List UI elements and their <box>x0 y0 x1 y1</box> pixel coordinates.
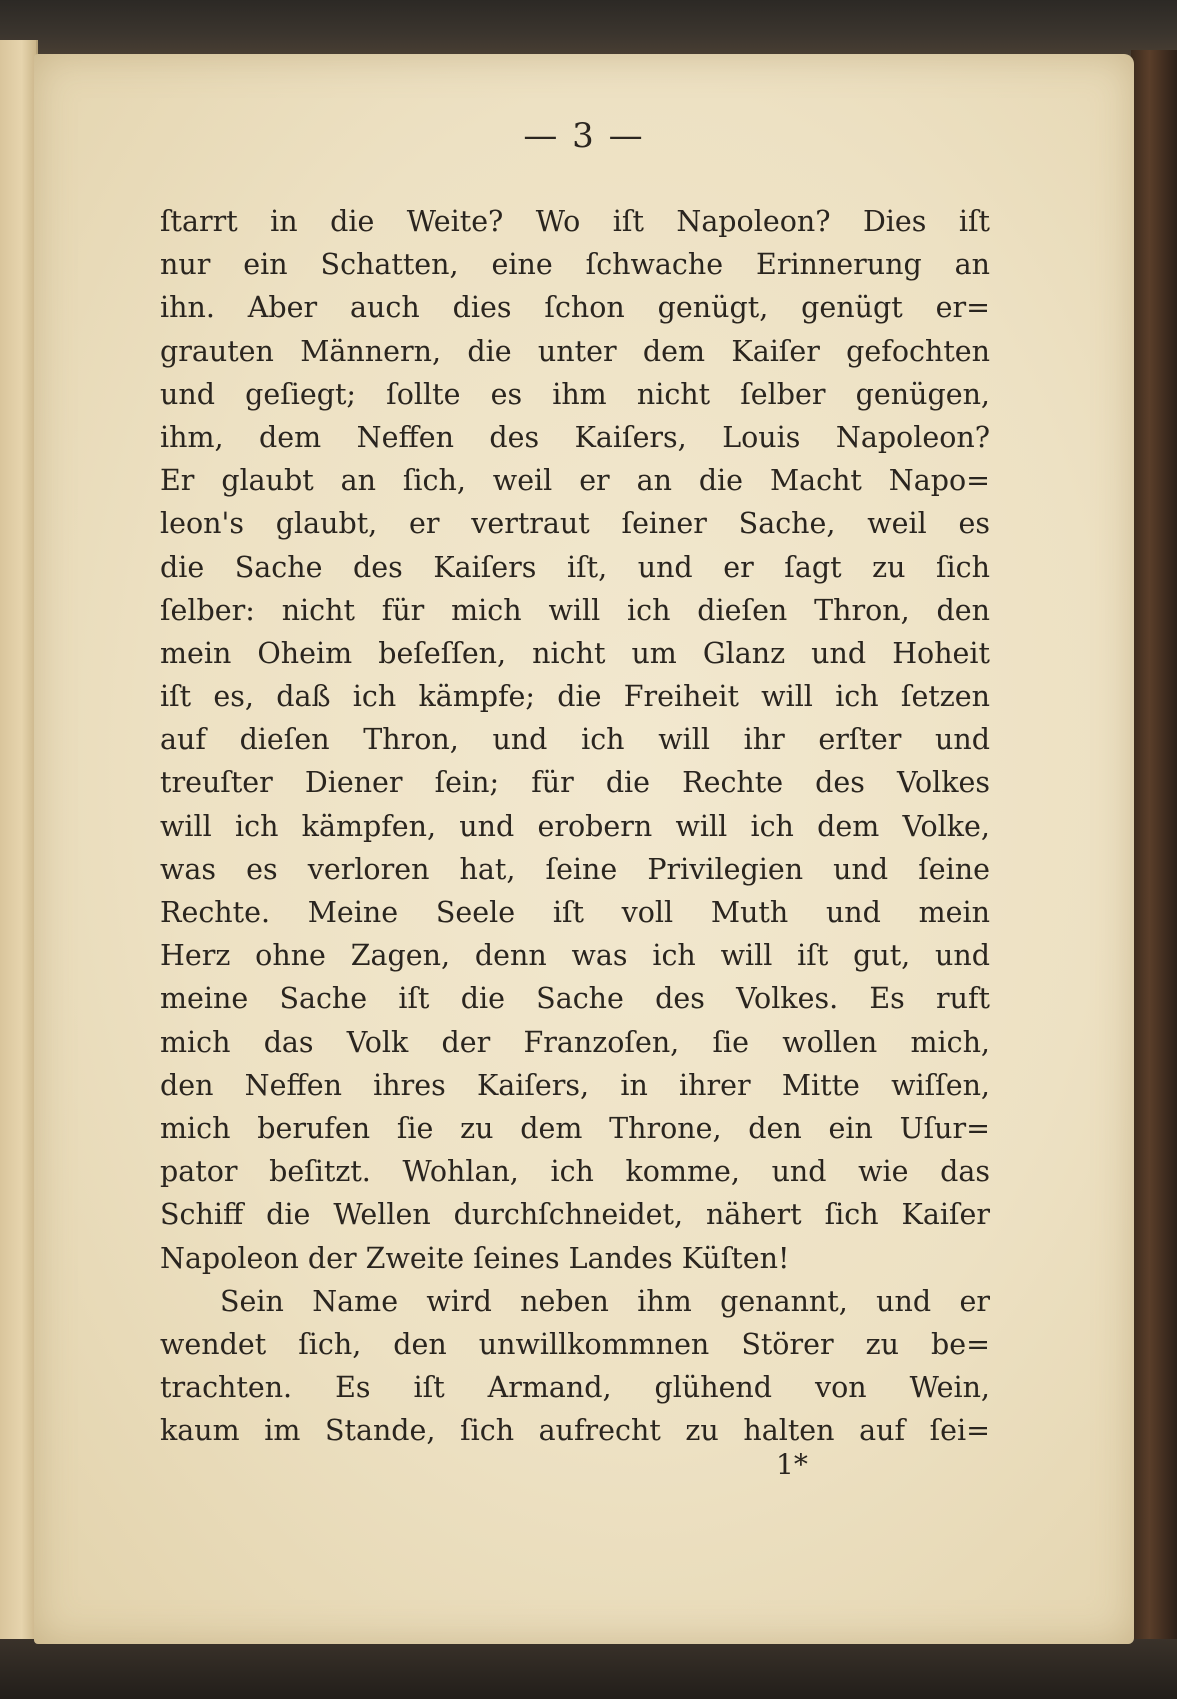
text-line: grauten Männern, die unter dem Kaiſer gefochten <box>160 334 990 368</box>
text-line: ihm, dem Neffen des Kaiſers, Louis Napoleon? <box>160 420 990 454</box>
text-line: ihn. Aber auch dies ſchon genügt, genügt er= <box>160 291 990 325</box>
text-line: Herz ohne Zagen, denn was ich will iſt gut, und <box>160 939 990 973</box>
text-line: wendet ſich, den unwillkommnen Störer zu be= <box>160 1327 990 1361</box>
book-gutter-left <box>0 40 38 1680</box>
text-line: Er glaubt an ſich, weil er an die Macht Napo= <box>160 464 990 498</box>
text-line: was es verloren hat, ſeine Privilegien und ſeine <box>160 852 990 886</box>
text-line: Sein Name wird neben ihm genannt, und er <box>220 1284 990 1318</box>
text-line: mich das Volk der Franzoſen, ſie wollen mich, <box>160 1025 990 1059</box>
text-line: und geſiegt; ſollte es ihm nicht ſelber genügen, <box>160 377 990 411</box>
text-line: ſelber: nicht für mich will ich dieſen Thron, den <box>160 593 990 627</box>
text-line: den Neffen ihres Kaiſers, in ihrer Mitte wiſſen, <box>160 1068 990 1102</box>
text-line: will ich kämpfen, und erobern will ich dem Volke, <box>160 809 990 843</box>
text-line: treuſter Diener ſein; für die Rechte des Volkes <box>160 766 990 800</box>
text-line: pator beſitzt. Wohlan, ich komme, und wie das <box>160 1155 990 1189</box>
text-line: Rechte. Meine Seele iſt voll Muth und mein <box>160 896 990 929</box>
text-line: ſtarrt in die Weite? Wo iſt Napoleon? Dies iſt <box>160 205 990 238</box>
text-line: iſt es, daß ich kämpfe; die Freiheit will ich ſetzen <box>160 680 990 714</box>
book-cover-top <box>0 0 1177 58</box>
body-text <box>160 200 990 1452</box>
text-line: meine Sache iſt die Sache des Volkes. Es ruft <box>160 982 990 1016</box>
book-cover-right <box>1131 50 1177 1699</box>
text-line: mich berufen ſie zu dem Throne, den ein Uſur= <box>160 1111 990 1145</box>
text-line: leon's glaubt, er vertraut ſeiner Sache, weil es <box>160 507 990 541</box>
text-line: trachten. Es iſt Armand, glühend von Wein, <box>160 1371 990 1405</box>
signature-mark: 1* <box>776 1448 808 1481</box>
text-line: mein Oheim beſeſſen, nicht um Glanz und Hoheit <box>160 636 990 670</box>
page-number-header: — 3 — <box>523 116 645 156</box>
text-line: Napoleon der Zweite ſeines Landes Küſten! <box>160 1241 790 1275</box>
book-cover-bottom <box>0 1639 1177 1699</box>
text-line: Schiff die Wellen durchſchneidet, nähert ſich Kaiſer <box>160 1198 990 1232</box>
text-line: die Sache des Kaiſers iſt, und er ſagt zu ſich <box>160 550 990 584</box>
text-line: auf dieſen Thron, und ich will ihr erſter und <box>160 723 990 757</box>
book-page <box>34 54 1134 1644</box>
text-line: nur ein Schatten, eine ſchwache Erinnerung an <box>160 248 990 282</box>
text-line: kaum im Stande, ſich aufrecht zu halten auf ſei= <box>160 1414 990 1448</box>
